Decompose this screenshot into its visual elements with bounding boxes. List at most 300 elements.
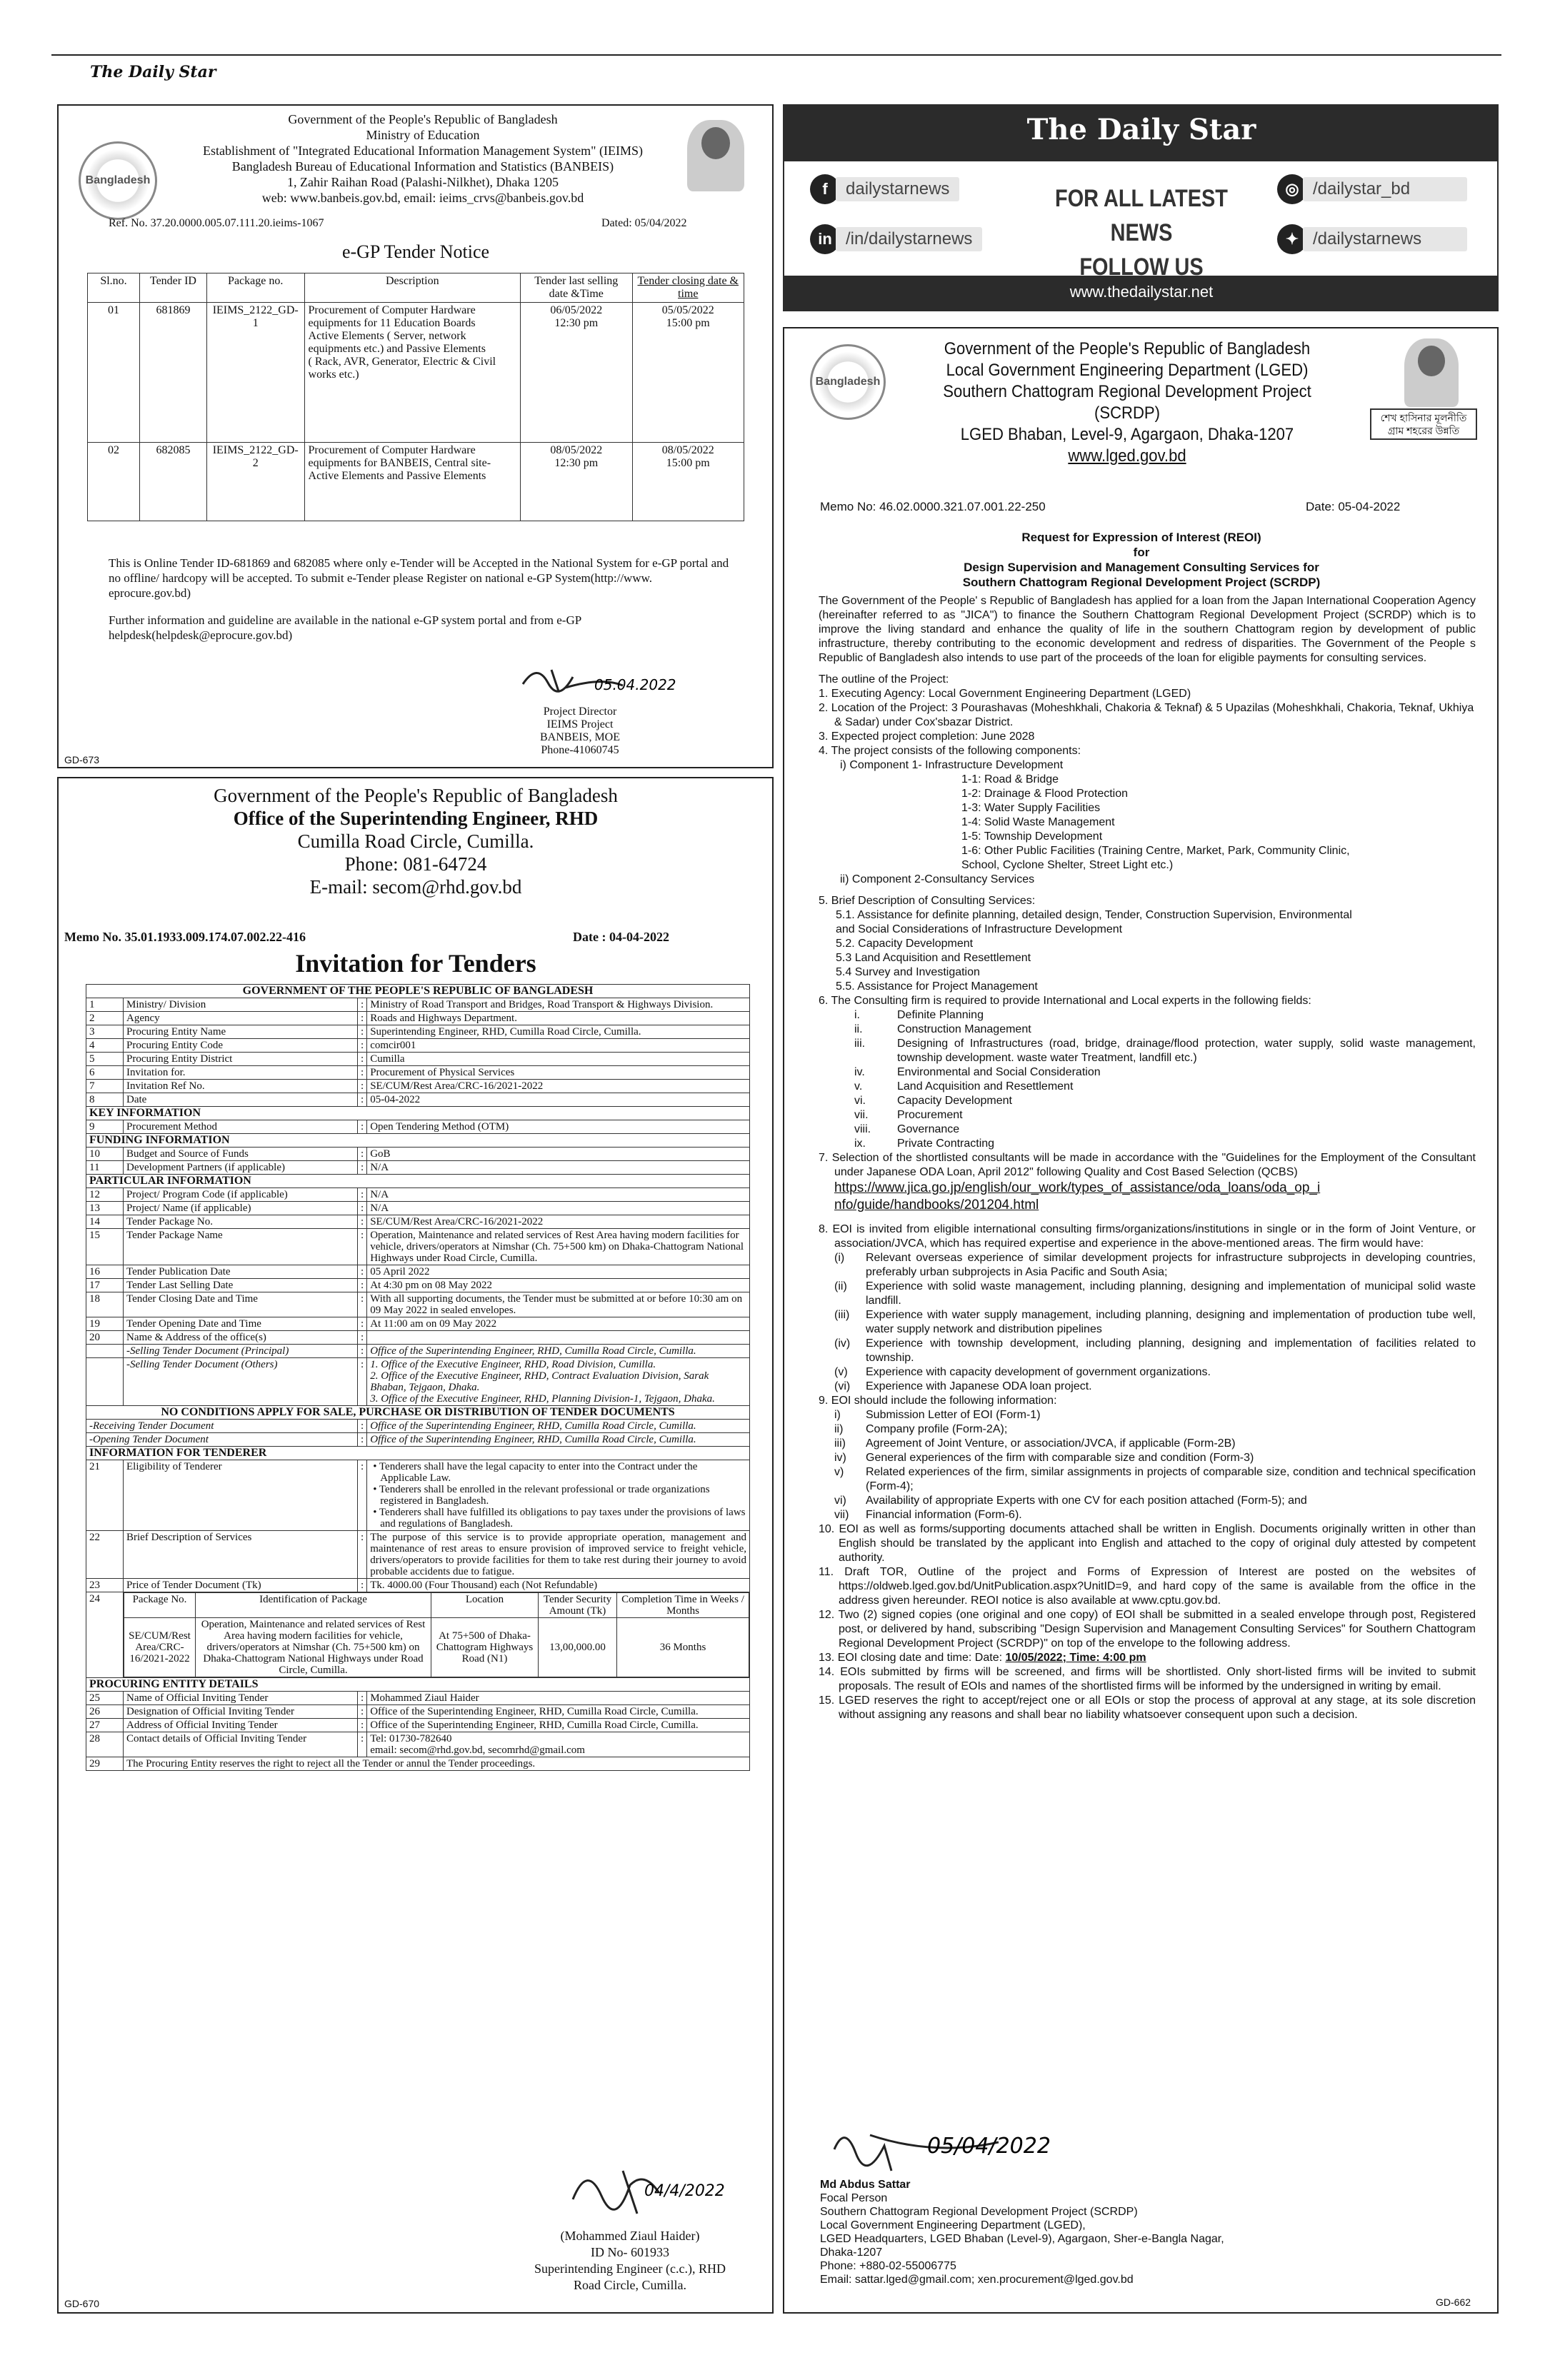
list-item: i. Definite Planning [854,1009,984,1021]
expert-fields-list [819,1008,1476,1151]
firm-experience-list [819,1251,1476,1394]
list-item: ii. Construction Management [854,1023,1031,1035]
subcomponent-list [819,773,1476,873]
notice-title: e-GP Tender Notice [341,241,490,262]
col-head: Tender Security Amount (Tk) [539,1593,617,1618]
cell: 20 [86,1331,124,1345]
cell: Operation, Maintenance and related services of Rest Area having modern facilities for vehicle, drivers/operators at Nimshar (Ch. 75+500 km) on Dhaka-Chattogram National Highways under Road Circle, Cumilla. [196,1618,431,1677]
facebook-icon: f [810,174,840,204]
cell: Price of Tender Document (Tk) [124,1579,358,1592]
cell: 29 [86,1757,124,1771]
outline-item: 7. Selection of the shortlisted consultants will be made in accordance with the "Guidelines for the Employment of the Consultant under Japanese ODA Loan, April 2012" following Quality and Cost Based Selection (QCBS) [819,1152,1476,1178]
outline-item: 15. LGED reserves the right to accept/reject one or all EOIs or stop the process of approval at any stage, at its sole discretion without assigning any reasons and shall bear no liability whatsoever consequent upon such a decision. [819,1694,1476,1721]
banner-title: The Daily Star [1026,113,1256,146]
list-item: vi) Availability of appropriate Experts with one CV for each position attached (Form-5); and [834,1495,1307,1507]
cell: 02 [88,443,140,521]
signer-name: Md Abdus Sattar [820,2179,911,2191]
slogan-stamp: শেখ হাসিনার মূলনীতি গ্রাম শহরের উন্নতি [1370,408,1477,440]
list-item: 1-1: Road & Bridge [961,773,1059,785]
col-head: Tender closing date & time [632,273,744,303]
list-item: 1-3: Water Supply Facilities [961,802,1101,814]
list-item: ii) Company profile (Form-2A); [834,1423,1008,1435]
cell: Brief Description of Services [124,1531,358,1579]
list-item: vii) Financial information (Form-6). [834,1509,1022,1521]
cell: 22 [86,1531,124,1579]
cell: The Procuring Entity reserves the right to reject all the Tender or annul the Tender proceedings. [124,1757,750,1771]
outline-item: 8. EOI is invited from eligible international consulting firms/organizations/institutions in single or in the form of Joint Venture, or association/JVCA, which has required expertise and experience in the above-mentioned areas. The firm would have: [819,1223,1476,1250]
cell: Procurement of Computer Hardware equipments for 11 Education Boards Active Elements ( Server, network equipments etc.) and Passive Elements ( Rack, AVR, Generator, Electric & Civil works etc.) [304,303,521,443]
header-line: Ministry of Education [366,128,480,142]
signer-line: (Mohammed Ziaul Haider) [560,2229,700,2243]
cell: SE/CUM/Rest Area/CRC-16/2021-2022 [367,1215,750,1229]
list-item: (iii) Experience with water supply management, including planning, designing and implementation of production tube well, water supply network and distribution pipelines [834,1309,1476,1335]
outline-heading: The outline of the Project: [819,673,949,686]
cell: At 4:30 pm on 08 May 2022 [367,1279,750,1292]
cell: Tel: 01730-782640 email: secom@rhd.gov.bd, secomrhd@gmail.com [367,1732,750,1757]
table-row: -Selling Tender Document (Others) : 1. Office of the Executive Engineer, RHD, Road Division, Cumilla. 2. Office of the Executive Engineer, RHD, Contract Evaluation Division, Sarak Bhaban, Tejgaon, Dhaka. 3. Office of the Executive Engineer, RHD, Planning Division-1, Tejgaon, Dhaka. [86,1358,750,1406]
table-row: 2 Agency : Roads and Highways Department. [86,1012,750,1025]
cell: -Selling Tender Document (Others) [124,1358,358,1406]
linkedin-icon: in [810,224,840,254]
egp-tender-table [87,273,744,521]
table-row: 27 Address of Official Inviting Tender : Office of the Superintending Engineer, RHD, Cumilla Road Circle, Cumilla. [86,1719,750,1732]
cell: 5 [86,1053,124,1066]
cell: 7 [86,1080,124,1093]
twitter-link[interactable]: ✦ /dailystarnews [1277,224,1467,254]
cell: Name of Official Inviting Tender [124,1692,358,1705]
header-line: 1, Zahir Raihan Road (Palashi-Nilkhet), Dhaka 1205 [287,175,559,189]
rhd-invitation-for-tenders [57,777,774,2314]
cell: SE/CUM/Rest Area/CRC-16/2021-2022 [367,1080,750,1093]
list-item: ix. Private Contracting [854,1138,995,1150]
table-row: 19 Tender Opening Date and Time : At 11:00 am on 09 May 2022 [86,1317,750,1331]
cell: Ministry of Road Transport and Bridges, Road Transport & Highways Division. [367,998,750,1012]
list-item: vii. Procurement [854,1109,963,1121]
signer-line: ID No- 601933 [591,2245,669,2259]
cell: 11 [86,1161,124,1175]
list-item: iii) Agreement of Joint Venture, or association/JVCA, if applicable (Form-2B) [834,1437,1236,1450]
cell: Cumilla [367,1053,750,1066]
component-item: i) Component 1- Infrastructure Development [840,759,1064,771]
cell: 13 [86,1202,124,1215]
cell: Tender Package Name [124,1229,358,1265]
cell: GoB [367,1148,750,1161]
section-row [86,1175,750,1188]
twitter-icon: ✦ [1277,224,1307,254]
cell: Office of the Superintending Engineer, RHD, Cumilla Road Circle, Cumilla. [367,1705,750,1719]
signature-date: 04/4/2022 [644,2182,725,2200]
outline-item: 10. EOI as well as forms/supporting documents attached shall be written in English. Documents originally written in other than English should be translated by the applicant into English and attached to the copy of original duly attested by competent authority. [819,1523,1476,1564]
list-item: 1-4: Solid Waste Management [961,816,1115,828]
list-item: 5.3 Land Acquisition and Resettlement [836,952,1031,964]
lged-signer: Md Abdus Sattar Focal Person Southern Chattogram Regional Development Project (SCRDP) Local Government Engineering Department (LGED), LGED Headquarters, LGED Bhaban (Level-9), Agargaon, Sher-e-Bangla Nagar, Dhaka-1207 Phone: +880-02-55006775 Email: sattar.lged@gmail.com; xen.procurement@lged.gov.bd [820,2179,1224,2286]
list-item: v) Related experiences of the firm, similar assignments in projects of comparable size, condition and technical specification (Form-4); [834,1466,1476,1492]
table-row: 1 Ministry/ Division : Ministry of Road Transport and Bridges, Road Transport & Highways Division. [86,998,750,1012]
table-row: -Selling Tender Document (Principal) : Office of the Superintending Engineer, RHD, Cumilla Road Circle, Cumilla. [86,1345,750,1358]
table-row [86,1592,750,1678]
cell: 1 [86,998,124,1012]
cell: 681869 [140,303,207,443]
cell: Tender Package No. [124,1215,358,1229]
outline-item: 3. Expected project completion: June 2028 [819,730,1035,743]
table-row: 18 Tender Closing Date and Time : With all supporting documents, the Tender must be submitted at or before 10:30 am on 09 May 2022 in sealed envelopes. [86,1292,750,1317]
cell: Office of the Superintending Engineer, RHD, Cumilla Road Circle, Cumilla. [367,1420,750,1433]
cell: 23 [86,1579,124,1592]
table-row: 20 Name & Address of the office(s) : [86,1331,750,1345]
outline-item: 13. EOI closing date and time: Date: 10/05/2022; Time: 4:00 pm [819,1652,1146,1664]
cell: Tender Opening Date and Time [124,1317,358,1331]
outline-item: 2. Location of the Project: 3 Pourashavas (Moheshkhali, Chakoria & Teknaf) & 5 Upazilas (Moheshkhali, Chakoria, Teknaf, Ukhiya & Sadar) under Cox'sbazar District. [819,702,1474,728]
portrait-image [687,120,744,191]
ad-code: GD-670 [64,2298,100,2309]
section-heading: NO CONDITIONS APPLY FOR SALE, PURCHASE OR DISTRIBUTION OF TENDER DOCUMENTS [86,1406,750,1420]
outline-item: 4. The project consists of the following components: [819,745,1081,757]
cell: Procuring Entity District [124,1053,358,1066]
cell: 2 [86,1012,124,1025]
cell: Designation of Official Inviting Tender [124,1705,358,1719]
list-item: iii. Designing of Infrastructures (road, bridge, drainage/flood protection, water supply, solid waste management, township development. waste water Treatment, landfill etc.) [854,1038,1476,1064]
table-row: 25 Name of Official Inviting Tender : Mohammed Ziaul Haider [86,1692,750,1705]
eligibility-item: • Tenderers shall be enrolled in the relevant professional or trade organizations registered in Bangladesh. [373,1484,710,1507]
outline-item: 12. Two (2) signed copies (one original and one copy) of EOI shall be submitted in a sealed envelope through post, Registered post, or delivered by hand, subscribing "Design Supervision and Management Consulting Services" for Southern Chattogram Regional Development Project (SCRDP)" on top of the envelope to the following address. [819,1609,1476,1650]
table-row: 9 Procurement Method : Open Tendering Method (OTM) [86,1120,750,1134]
signer-line: Superintending Engineer (c.c.), RHD [534,2261,726,2276]
top-rule [51,54,1501,56]
list-item: iv) General experiences of the firm with comparable size and condition (Form-3) [834,1452,1254,1464]
cell: 06/05/2022 12:30 pm [521,303,632,443]
contact-emails[interactable]: Email: sattar.lged@gmail.com; xen.procurement@lged.gov.bd [820,2274,1134,2286]
list-item: (vi) Experience with Japanese ODA loan project. [834,1380,1092,1392]
list-item: 5.5. Assistance for Project Management [836,980,1038,993]
cell: 18 [86,1292,124,1317]
cell: Superintending Engineer, RHD, Cumilla Road Circle, Cumilla. [367,1025,750,1039]
facebook-link[interactable]: f dailystarnews [810,174,959,204]
cell: Project/ Program Code (if applicable) [124,1188,358,1202]
mujib-50-logo: Bangladesh [810,344,886,420]
signature-image [827,2114,1099,2178]
online-tender-note: This is Online Tender ID-681869 and 682085 where only e-Tender will be Accepted in the National System for e-GP portal and no offline/ hardcopy will be accepted. To submit e-Tender please Register on national e-GP System(http://www. eprocure.gov.bd) [109,556,729,600]
ieims-tender-notice [57,104,774,768]
cell: 21 [86,1460,124,1531]
cell [367,1358,750,1406]
list-item: v. Land Acquisition and Resettlement [854,1080,1074,1093]
cell: Tender Closing Date and Time [124,1292,358,1317]
cell: SE/CUM/Rest Area/CRC-16/2021-2022 [124,1618,196,1677]
cell: 08/05/2022 12:30 pm [521,443,632,521]
cell: Tender Publication Date [124,1265,358,1279]
cell: 05/05/2022 15:00 pm [632,303,744,443]
list-item: 1-2: Drainage & Flood Protection [961,788,1129,800]
cell: Office of the Superintending Engineer, RHD, Cumilla Road Circle, Cumilla. [367,1433,750,1447]
follow-cta: FOR ALL LATEST NEWS FOLLOW US [1055,185,1228,281]
intro-paragraph: The Government of the People' s Republic of Bangladesh has applied for a loan from the Japan International Cooperation Agency (hereinafter referred to as "JICA") to finance the Southern Chattogram Regional Development Project (SCRDP) which is to improve the living standard and enhance the quality of life in the southern Chattogram region by development of public infrastructure, thereby contributing to the economic development and redress of disparities. The Government of the People s Republic of Bangladesh also intends to use part of the proceeds of the loan for eligible payments for consulting services. [819,595,1476,664]
cell: Open Tendering Method (OTM) [367,1120,750,1134]
outline-item: 6. The Consulting firm is required to provide International and Local experts in the following fields: [819,995,1311,1007]
section-heading: INFORMATION FOR TENDERER [86,1447,750,1460]
header-line: Phone: 081-64724 [344,853,487,875]
col-head: Package no. [206,273,304,303]
signature-date: 05.04.2022 [594,676,676,693]
rhd-header [59,784,773,898]
cell: Office of the Superintending Engineer, RHD, Cumilla Road Circle, Cumilla. [367,1345,750,1358]
header-line: Government of the People's Republic of Bangladesh [944,339,1311,358]
table-row: 3 Procuring Entity Name : Superintending Engineer, RHD, Cumilla Road Circle, Cumilla. [86,1025,750,1039]
website-link[interactable]: www.thedailystar.net [1069,283,1214,301]
cell: 28 [86,1732,124,1757]
memo-number: Memo No. 35.01.1933.009.174.07.002.22-416 [64,930,306,944]
daily-star-banner [783,104,1499,311]
memo-number: Memo No: 46.02.0000.321.07.001.22-250 [820,500,1046,513]
section-heading: KEY INFORMATION [86,1107,750,1120]
header-line: Southern Chattogram Regional Development Project (SCRDP) [943,382,1311,423]
ref-number: Ref. No. 37.20.0000.005.07.111.20.ieims-1067 [109,217,324,229]
cell: Office of the Superintending Engineer, RHD, Cumilla Road Circle, Cumilla. [367,1719,750,1732]
signer-line: Road Circle, Cumilla. [574,2278,686,2292]
cell: Development Partners (if applicable) [124,1161,358,1175]
itt-title: Invitation for Tenders [295,949,536,978]
cell: 16 [86,1265,124,1279]
list-item: viii. Governance [854,1123,960,1135]
cell [124,1592,750,1678]
ieims-signer [501,706,659,757]
cell: Name & Address of the office(s) [124,1331,358,1345]
section-row [86,1134,750,1148]
cell: 19 [86,1317,124,1331]
table-row: 5 Procuring Entity District : Cumilla [86,1053,750,1066]
cell: Procurement of Computer Hardware equipments for BANBEIS, Central site- Active Elements and Passive Elements [304,443,521,521]
office-item: 2. Office of the Executive Engineer, RHD, Contract Evaluation Division, Sarak Bhaban, Tejgaon, Dhaka. [370,1370,709,1393]
list-item: and Social Considerations of Infrastructure Development [836,923,1123,935]
header-line: Cumilla Road Circle, Cumilla. [297,830,534,852]
cell: Tender Last Selling Date [124,1279,358,1292]
list-item: School, Cyclone Shelter, Street Light etc.) [961,859,1174,871]
cell: Eligibility of Tenderer [124,1460,358,1531]
lged-reoi-notice [783,327,1499,2314]
cell: Budget and Source of Funds [124,1148,358,1161]
signer-line: BANBEIS, MOE [539,731,620,743]
table-row [88,443,744,521]
cell: 8 [86,1093,124,1107]
signer-line: Project Director [543,706,617,718]
cell: 3 [86,1025,124,1039]
cell: Address of Official Inviting Tender [124,1719,358,1732]
table-row: -Opening Tender Document : Office of the Superintending Engineer, RHD, Cumilla Road Circle, Cumilla. [86,1433,750,1447]
memo-date: Date : 04-04-2022 [573,930,669,944]
lged-website-link[interactable]: www.lged.gov.bd [1068,446,1186,466]
table-row: 10 Budget and Source of Funds : GoB [86,1148,750,1161]
cell: 36 Months [617,1618,749,1677]
memo-date: Date: 05-04-2022 [1306,500,1401,513]
cell: IEIMS_2122_GD-1 [206,303,304,443]
cell: Procurement of Physical Services [367,1066,750,1080]
cell: N/A [367,1188,750,1202]
section-row [86,1107,750,1120]
cell: Invitation Ref No. [124,1080,358,1093]
cell: 682085 [140,443,207,521]
eoi-contents-list [819,1408,1476,1522]
cell: Procurement Method [124,1120,358,1134]
col-head: Identification of Package [196,1593,431,1618]
cell: Operation, Maintenance and related services of Rest Area having modern facilities for vehicle, drivers/operators at Nimshar (Ch. 75+500 km) on Dhaka-Chattogram National Highways under Road Circle, Cumilla. [367,1229,750,1265]
header-line: Bangladesh Bureau of Educational Information and Statistics (BANBEIS) [231,159,614,174]
table-row: 23 Price of Tender Document (Tk) : Tk. 4000.00 (Four Thousand) each (Not Refundable) [86,1579,750,1592]
cell: Contact details of Official Inviting Tender [124,1732,358,1757]
cell: 13,00,000.00 [539,1618,617,1677]
table-row [88,303,744,443]
table-row: 16 Tender Publication Date : 05 April 2022 [86,1265,750,1279]
list-item: 1-5: Township Development [961,830,1103,843]
section-heading: FUNDING INFORMATION [86,1134,750,1148]
list-item: vi. Capacity Development [854,1095,1012,1107]
component-item: ii) Component 2-Consultancy Services [840,873,1035,885]
cell: 05 April 2022 [367,1265,750,1279]
eligibility-item: • Tenderers shall have fulfilled its obligations to pay taxes under the provisions of laws and regulations of Bangladesh. [373,1507,746,1530]
table-row: 6 Invitation for. : Procurement of Physical Services [86,1066,750,1080]
cell: Invitation for. [124,1066,358,1080]
table-row: 13 Project/ Name (if applicable) : N/A [86,1202,750,1215]
signature-date: 05/04/2022 [927,2134,1051,2159]
ref-date: Dated: 05/04/2022 [601,217,687,229]
section-row [86,985,750,998]
table-row: 7 Invitation Ref No. : SE/CUM/Rest Area/CRC-16/2021-2022 [86,1080,750,1093]
cell: 17 [86,1279,124,1292]
table-row: 22 Brief Description of Services : The purpose of this service is to provide appropriate operation, management and maintenance of rest areas to ensure provision of improved service to freight vehicle, drivers/operators to provide facilities for them to take rest during their journey to avoid probable accidents due to fatigue. [86,1531,750,1579]
cell: IEIMS_2122_GD-2 [206,443,304,521]
table-row: 26 Designation of Official Inviting Tender : Office of the Superintending Engineer, RHD, Cumilla Road Circle, Cumilla. [86,1705,750,1719]
list-item: iv. Environmental and Social Consideration [854,1066,1101,1078]
cell: 4 [86,1039,124,1053]
eligibility-item: • Tenderers shall have the legal capacity to enter into the Contract under the Applicable Law. [373,1461,698,1484]
outline-item: 5. Brief Description of Consulting Services: [819,895,1036,907]
itt-table [86,984,750,1771]
list-item: (v) Experience with capacity development of government organizations. [834,1366,1211,1378]
closing-date: 10/05/2022; Time: 4:00 pm [1005,1652,1146,1664]
cell: -Receiving Tender Document [86,1420,358,1433]
list-item: 1-6: Other Public Facilities (Training Centre, Market, Park, Community Clinic, [961,845,1350,857]
cell: At 11:00 am on 09 May 2022 [367,1317,750,1331]
cell: 15 [86,1229,124,1265]
list-item: 5.1. Assistance for definite planning, detailed design, Tender, Construction Supervision, Environmental [836,909,1352,921]
table-row: 12 Project/ Program Code (if applicable) : N/A [86,1188,750,1202]
masthead: The Daily Star [90,63,216,81]
table-row: -Receiving Tender Document : Office of the Superintending Engineer, RHD, Cumilla Road Circle, Cumilla. [86,1420,750,1433]
reoi-body [819,594,1476,1722]
outline-item: 1. Executing Agency: Local Government Engineering Department (LGED) [819,688,1191,700]
linkedin-link[interactable]: in /in/dailystarnews [810,224,982,254]
cell [367,1460,750,1531]
cell: At 75+500 of Dhaka-Chattogram Highways Road (N1) [431,1618,539,1677]
table-row: 21 Eligibility of Tenderer : • Tenderers shall have the legal capacity to enter into the Contract under the Applicable Law. • Tenderers shall be enrolled in the relevant professional or trade organizations registered in Bangladesh. • Tenderers shall have fulfilled its obligations to pay taxes under the provisions of laws and regulations of Bangladesh. [86,1460,750,1531]
header-line: Government of the People's Republic of Bangladesh [214,785,618,806]
signature-image [559,2156,730,2221]
signer-line: Phone-41060745 [541,744,619,756]
cell: comcir001 [367,1039,750,1053]
header-line: Government of the People's Republic of Bangladesh [288,112,558,126]
cell: 05-04-2022 [367,1093,750,1107]
header-line: E-mail: secom@rhd.gov.bd [309,876,522,898]
cell: Roads and Highways Department. [367,1012,750,1025]
further-info-note: Further information and guideline are available in the national e-GP system portal and from e-GP helpdesk(helpdesk@eprocure.gov.bd) [109,613,581,642]
outline-item: 11. Draft TOR, Outline of the project and Forms of Expression of Interest are posted on the websites of https://oldweb.lged.gov.bd/UnitPublication.aspx?UnitID=9, and hard copy of the same is available from the office in the address given hereunder. REOI notice is also available at www.cptu.gov.bd. [819,1566,1476,1607]
table-row [86,1757,750,1771]
cell: 10 [86,1148,124,1161]
lged-header [910,338,1344,467]
ieims-header [166,111,680,206]
cell: 08/05/2022 15:00 pm [632,443,744,521]
ad-code: GD-662 [1436,2296,1471,2308]
section-row [86,1447,750,1460]
cell: N/A [367,1161,750,1175]
cell: 01 [88,303,140,443]
header-line: web: www.banbeis.gov.bd, email: ieims_crvs@banbeis.gov.bd [261,191,584,205]
package-table [124,1592,749,1677]
section-heading: PARTICULAR INFORMATION [86,1175,750,1188]
col-head: Tender ID [140,273,207,303]
col-head: Package No. [124,1593,196,1618]
section-row [86,1406,750,1420]
table-row: 15 Tender Package Name : Operation, Maintenance and related services of Rest Area having modern facilities for vehicle, drivers/operators at Nimshar (Ch. 75+500 km) on Dhaka-Chattogram National Highways under Road Circle, Cumilla. [86,1229,750,1265]
section-row [86,1678,750,1692]
col-head: Sl.no. [88,273,140,303]
cell: Procuring Entity Code [124,1039,358,1053]
reoi-title: Request for Expression of Interest (REOI) for Design Supervision and Management Consulting Services for Southern Chattogram Regional Development Project (SCRDP) [962,531,1321,589]
list-item: (ii) Experience with solid waste management, including planning, designing and implementation of municipal solid waste landfill. [834,1280,1476,1307]
cell: The purpose of this service is to provide appropriate operation, management and maintenance of rest areas to ensure provision of improved service to freight vehicle, drivers/operators to provide facilities for them to take rest during their journey to avoid probable accidents due to fatigue. [367,1531,750,1579]
header-line: Establishment of "Integrated Educational Information Management System" (IEIMS) [202,144,644,158]
list-item: i) Submission Letter of EOI (Form-1) [834,1409,1041,1421]
list-item: (iv) Experience with township development, including planning, designing and implementation of facilities related to township. [834,1337,1476,1364]
cell: 6 [86,1066,124,1080]
table-row: 14 Tender Package No. : SE/CUM/Rest Area/CRC-16/2021-2022 [86,1215,750,1229]
header-line: LGED Bhaban, Level-9, Agargaon, Dhaka-1207 [960,425,1294,444]
cell: Ministry/ Division [124,998,358,1012]
cell: 9 [86,1120,124,1134]
cell: 24 [86,1592,124,1678]
list-item: 5.2. Capacity Development [836,938,974,950]
office-item: 3. Office of the Executive Engineer, RHD, Planning Division-1, Tejgaon, Dhaka. [370,1393,715,1405]
jica-guideline-link[interactable]: https://www.jica.go.jp/english/our_work/types_of_assistance/oda_loans/oda_op_i nfo/guide/handbooks/201204.html [834,1180,1321,1212]
rhd-signer [523,2228,737,2294]
outline-item: 9. EOI should include the following information: [819,1395,1057,1407]
table-row: 11 Development Partners (if applicable) : N/A [86,1161,750,1175]
cell: With all supporting documents, the Tender must be submitted at or before 10:30 am on 09 May 2022 in sealed envelopes. [367,1292,750,1317]
instagram-icon: ◎ [1277,174,1307,204]
cell: Tk. 4000.00 (Four Thousand) each (Not Refundable) [367,1579,750,1592]
outline-item: 14. EOIs submitted by firms will be screened, and firms will be shortlisted. Only short-listed firms will be invited to submit proposals. The result of EOIs and names of the shortlisted firms will be informed by the undersigned in writing by email. [819,1666,1476,1692]
cell: 14 [86,1215,124,1229]
cell: N/A [367,1202,750,1215]
table-row: 8 Date : 05-04-2022 [86,1093,750,1107]
cell: Date [124,1093,358,1107]
portrait-image [1404,338,1459,407]
ad-code: GD-673 [64,754,100,765]
instagram-link[interactable]: ◎ /dailystar_bd [1277,174,1467,204]
signature-image [516,656,680,706]
cell: Procuring Entity Name [124,1025,358,1039]
col-head: Completion Time in Weeks / Months [617,1593,749,1618]
section-heading: GOVERNMENT OF THE PEOPLE'S REPUBLIC OF BANGLADESH [86,985,750,998]
table-row: 28 Contact details of Official Inviting Tender : Tel: 01730-782640 email: secom@rhd.gov.bd, secomrhd@gmail.com [86,1732,750,1757]
header-line: Office of the Superintending Engineer, RHD [233,808,599,829]
services-list [819,908,1476,994]
list-item: (i) Relevant overseas experience of similar development projects for infrastructure subprojects in developing countries, preferably urban subprojects in Asia Pacific and South Asia; [834,1252,1476,1278]
list-item: 5.4 Survey and Investigation [836,966,980,978]
cell: Mohammed Ziaul Haider [367,1692,750,1705]
cell: -Opening Tender Document [86,1433,358,1447]
cell: -Selling Tender Document (Principal) [124,1345,358,1358]
office-item: 1. Office of the Executive Engineer, RHD, Road Division, Cumilla. [370,1359,656,1370]
cell: 25 [86,1692,124,1705]
